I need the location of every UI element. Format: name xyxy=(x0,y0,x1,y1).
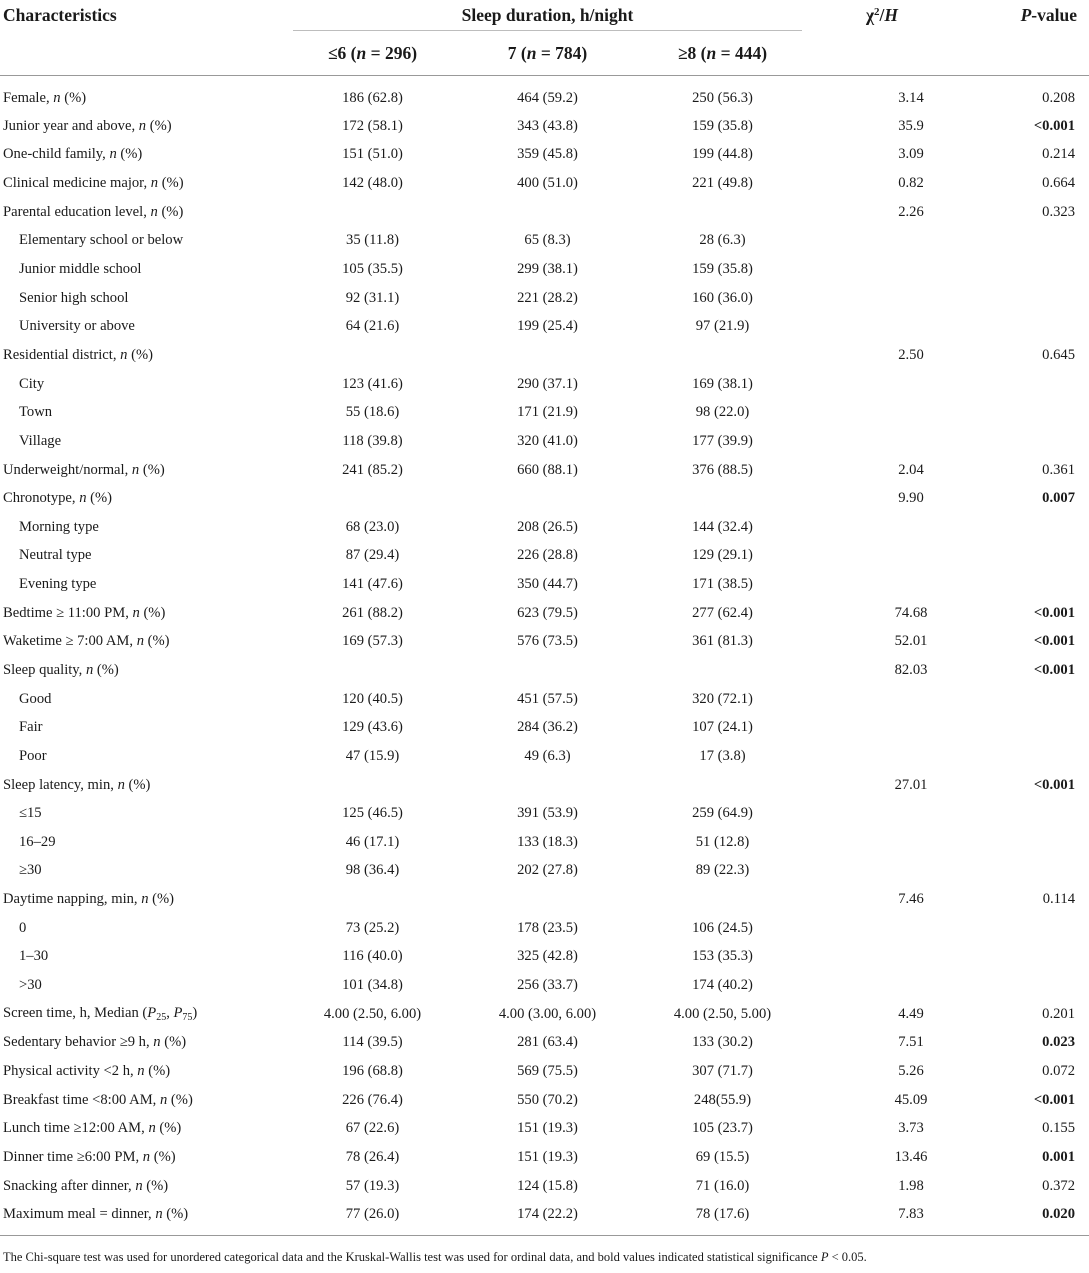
cell-ge8 xyxy=(635,771,810,800)
row-label: Waketime ≥ 7:00 AM, n (%) xyxy=(3,633,170,650)
cell-stat xyxy=(810,398,954,427)
cell-stat: 0.82 xyxy=(898,175,924,192)
cell-stat: 3.09 xyxy=(898,146,924,163)
cell-ge8: 105 (23.7) xyxy=(692,1120,753,1137)
cell-le6: 4.00 (2.50, 6.00) xyxy=(323,1005,422,1022)
cell-pvalue xyxy=(954,828,1089,857)
table-row xyxy=(0,885,1089,914)
cell-stat: 13.46 xyxy=(894,1148,928,1165)
cell-le6: 241 (85.2) xyxy=(342,461,403,478)
table-row xyxy=(0,198,1089,227)
cell-ge8: 97 (21.9) xyxy=(695,318,750,335)
cell-le6: 186 (62.8) xyxy=(342,89,403,106)
row-label: Neutral type xyxy=(19,547,92,564)
cell-stat xyxy=(810,914,954,943)
row-label: Junior year and above, n (%) xyxy=(3,117,172,134)
cell-le6: 47 (15.9) xyxy=(345,747,400,764)
cell-pvalue: 0.007 xyxy=(1042,490,1075,507)
cell-7: 151 (19.3) xyxy=(517,1148,578,1165)
cell-7: 202 (27.8) xyxy=(517,862,578,879)
cell-pvalue xyxy=(954,542,1089,571)
cell-stat xyxy=(810,227,954,256)
cell-le6 xyxy=(285,885,460,914)
cell-7: 256 (33.7) xyxy=(517,977,578,994)
cell-ge8: 129 (29.1) xyxy=(692,547,753,564)
row-label: Sleep quality, n (%) xyxy=(3,661,119,678)
cell-7 xyxy=(460,484,635,513)
cell-7: 623 (79.5) xyxy=(517,604,578,621)
row-label: City xyxy=(19,375,45,392)
cell-7: 281 (63.4) xyxy=(517,1034,578,1051)
cell-le6: 101 (34.8) xyxy=(342,977,403,994)
table-row xyxy=(0,628,1089,657)
cell-ge8: 376 (88.5) xyxy=(692,461,753,478)
cell-le6: 261 (88.2) xyxy=(342,604,403,621)
cell-7: 550 (70.2) xyxy=(517,1091,578,1108)
cell-ge8: 106 (24.5) xyxy=(692,919,753,936)
row-label: ≤15 xyxy=(19,805,42,822)
cell-le6: 125 (46.5) xyxy=(342,805,403,822)
table-body xyxy=(0,76,1089,1236)
cell-ge8: 361 (81.3) xyxy=(692,633,753,650)
cell-7: 178 (23.5) xyxy=(517,919,578,936)
row-label: 1–30 xyxy=(19,948,49,965)
table-row xyxy=(0,76,1089,113)
cell-7: 569 (75.5) xyxy=(517,1062,578,1079)
row-label: Sedentary behavior ≥9 h, n (%) xyxy=(3,1034,187,1051)
cell-ge8: 89 (22.3) xyxy=(695,862,750,879)
cell-pvalue: 0.155 xyxy=(1042,1120,1075,1137)
cell-7: 221 (28.2) xyxy=(517,289,578,306)
cell-stat: 7.51 xyxy=(898,1034,924,1051)
row-label: Evening type xyxy=(19,576,97,593)
cell-7: 171 (21.9) xyxy=(517,404,578,421)
cell-le6 xyxy=(285,484,460,513)
row-label: One-child family, n (%) xyxy=(3,146,143,163)
cell-le6: 78 (26.4) xyxy=(345,1148,400,1165)
row-label: Parental education level, n (%) xyxy=(3,203,184,220)
cell-7: 284 (36.2) xyxy=(517,719,578,736)
cell-7: 320 (41.0) xyxy=(517,432,578,449)
row-label: 16–29 xyxy=(19,833,56,850)
cell-pvalue xyxy=(954,685,1089,714)
cell-ge8: 250 (56.3) xyxy=(692,89,753,106)
cell-ge8: 159 (35.8) xyxy=(692,261,753,278)
cell-7 xyxy=(460,341,635,370)
cell-7: 660 (88.1) xyxy=(517,461,578,478)
cell-le6: 35 (11.8) xyxy=(346,232,399,249)
cell-7: 325 (42.8) xyxy=(517,948,578,965)
row-label: Maximum meal = dinner, n (%) xyxy=(0,1200,285,1235)
cell-pvalue: 0.114 xyxy=(1042,891,1075,908)
row-label: Sleep latency, min, n (%) xyxy=(3,776,151,793)
cell-stat xyxy=(810,742,954,771)
cell-7: 359 (45.8) xyxy=(517,146,578,163)
row-label: Dinner time ≥6:00 PM, n (%) xyxy=(3,1148,176,1165)
cell-stat: 2.50 xyxy=(898,346,924,363)
cell-7 xyxy=(460,771,635,800)
header-spacer xyxy=(810,31,954,76)
cell-stat xyxy=(810,513,954,542)
table-row xyxy=(0,914,1089,943)
cell-ge8: 51 (12.8) xyxy=(695,833,750,850)
table-row xyxy=(0,656,1089,685)
header-sleep-duration-label: Sleep duration, h/night xyxy=(461,5,634,25)
row-label: Chronotype, n (%) xyxy=(3,490,113,507)
table-row xyxy=(0,1000,1089,1029)
cell-7: 400 (51.0) xyxy=(517,175,578,192)
cell-le6: 141 (47.6) xyxy=(342,576,403,593)
header-characteristics: Characteristics xyxy=(3,5,117,25)
cell-le6: 57 (19.3) xyxy=(345,1177,400,1194)
cell-7 xyxy=(460,885,635,914)
cell-ge8: 174 (40.2) xyxy=(692,977,753,994)
cell-stat: 27.01 xyxy=(894,776,928,793)
cell-pvalue: 0.645 xyxy=(1042,346,1075,363)
header-sleep-duration xyxy=(285,0,810,31)
cell-stat: 5.26 xyxy=(898,1062,924,1079)
cell-7: 464 (59.2) xyxy=(517,89,578,106)
row-label: Elementary school or below xyxy=(19,232,184,249)
cell-pvalue: <0.001 xyxy=(1033,117,1075,134)
cell-pvalue xyxy=(954,284,1089,313)
cell-le6: 55 (18.6) xyxy=(345,404,400,421)
cell-ge8 xyxy=(635,484,810,513)
cell-pvalue xyxy=(954,227,1089,256)
cell-le6 xyxy=(285,656,460,685)
row-label: 0 xyxy=(19,919,27,936)
cell-7: 208 (26.5) xyxy=(517,518,578,535)
cell-ge8: 69 (15.5) xyxy=(695,1148,750,1165)
cell-stat xyxy=(810,857,954,886)
cell-pvalue: 0.208 xyxy=(1042,89,1075,106)
row-label: Residential district, n (%) xyxy=(3,346,153,363)
row-label: Junior middle school xyxy=(19,261,142,278)
table-row xyxy=(0,971,1089,1000)
cell-pvalue: 0.001 xyxy=(1042,1148,1075,1165)
cell-stat: 9.90 xyxy=(898,490,924,507)
row-label: Senior high school xyxy=(19,289,129,306)
cell-pvalue xyxy=(954,255,1089,284)
cell-ge8 xyxy=(635,656,810,685)
cell-le6: 77 (26.0) xyxy=(285,1200,460,1235)
cell-ge8: 17 (3.8) xyxy=(699,747,746,764)
cell-stat: 35.9 xyxy=(898,117,924,134)
cell-7: 174 (22.2) xyxy=(460,1200,635,1235)
cell-le6: 172 (58.1) xyxy=(342,117,403,134)
cell-pvalue xyxy=(954,370,1089,399)
cell-ge8: 71 (16.0) xyxy=(695,1177,750,1194)
cell-7: 4.00 (3.00, 6.00) xyxy=(498,1005,597,1022)
table-row xyxy=(0,112,1089,141)
cell-stat: 1.98 xyxy=(898,1177,924,1194)
header-group-7: 7 (n = 784) xyxy=(460,31,635,76)
cell-stat: 2.26 xyxy=(898,203,924,220)
cell-pvalue: <0.001 xyxy=(1033,776,1075,793)
cell-ge8: 277 (62.4) xyxy=(692,604,753,621)
cell-pvalue xyxy=(954,799,1089,828)
header-spacer xyxy=(0,31,285,76)
cell-pvalue xyxy=(954,427,1089,456)
cell-stat xyxy=(810,828,954,857)
cell-le6: 87 (29.4) xyxy=(345,547,400,564)
table-row xyxy=(0,169,1089,198)
cell-stat xyxy=(810,713,954,742)
cell-7: 124 (15.8) xyxy=(517,1177,578,1194)
cell-pvalue: 0.361 xyxy=(1042,461,1075,478)
cell-stat: 3.14 xyxy=(898,89,924,106)
row-label: University or above xyxy=(19,318,135,335)
table-row xyxy=(0,427,1089,456)
table-row xyxy=(0,742,1089,771)
cell-le6: 105 (35.5) xyxy=(342,261,403,278)
cell-7 xyxy=(460,198,635,227)
cell-ge8: 259 (64.9) xyxy=(692,805,753,822)
cell-stat: 82.03 xyxy=(894,661,928,678)
row-label: Breakfast time <8:00 AM, n (%) xyxy=(3,1091,193,1108)
cell-pvalue: 0.020 xyxy=(954,1200,1089,1235)
table-row xyxy=(0,1172,1089,1201)
cell-pvalue xyxy=(954,570,1089,599)
cell-le6: 98 (36.4) xyxy=(345,862,400,879)
cell-pvalue xyxy=(954,971,1089,1000)
cell-ge8: 171 (38.5) xyxy=(692,576,753,593)
cell-le6: 46 (17.1) xyxy=(345,833,400,850)
row-label: Female, n (%) xyxy=(3,89,87,106)
cell-le6: 116 (40.0) xyxy=(342,948,403,965)
cell-7 xyxy=(460,656,635,685)
cell-pvalue: 0.372 xyxy=(1042,1177,1075,1194)
header-stat: $\chi^2/H$ xyxy=(865,5,899,25)
cell-stat xyxy=(810,971,954,1000)
table-row xyxy=(0,1029,1089,1058)
row-label: Bedtime ≥ 11:00 PM, n (%) xyxy=(3,604,166,621)
header-pvalue: P-value xyxy=(1020,5,1077,25)
table-row xyxy=(0,857,1089,886)
table-row xyxy=(0,799,1089,828)
table-row xyxy=(0,227,1089,256)
row-label: Underweight/normal, n (%) xyxy=(3,461,165,478)
cell-stat: 4.49 xyxy=(898,1005,924,1022)
cell-stat: 7.83 xyxy=(810,1200,954,1235)
cell-pvalue xyxy=(954,857,1089,886)
cell-le6: 73 (25.2) xyxy=(345,919,400,936)
cell-7: 576 (73.5) xyxy=(517,633,578,650)
table-row xyxy=(0,828,1089,857)
row-label: Physical activity <2 h, n (%) xyxy=(3,1062,171,1079)
cell-stat xyxy=(810,370,954,399)
row-label: ≥30 xyxy=(19,862,42,879)
table-row xyxy=(0,771,1089,800)
cell-stat xyxy=(810,255,954,284)
table-row xyxy=(0,370,1089,399)
table-row xyxy=(0,599,1089,628)
cell-pvalue: 0.201 xyxy=(1042,1005,1075,1022)
cell-pvalue: 0.664 xyxy=(1042,175,1075,192)
row-label: Fair xyxy=(19,719,43,736)
header-group-ge8: ≥8 (n = 444) xyxy=(635,31,810,76)
table-row xyxy=(0,312,1089,341)
cell-stat xyxy=(810,427,954,456)
cell-ge8: 107 (24.1) xyxy=(692,719,753,736)
table-row xyxy=(0,713,1089,742)
cell-7: 451 (57.5) xyxy=(517,690,578,707)
cell-pvalue: 0.214 xyxy=(1042,146,1075,163)
cell-stat xyxy=(810,570,954,599)
cell-pvalue: <0.001 xyxy=(1033,604,1075,621)
cell-stat: 7.46 xyxy=(898,891,924,908)
cell-le6: 114 (39.5) xyxy=(342,1034,403,1051)
row-label: Daytime napping, min, n (%) xyxy=(3,891,175,908)
cell-ge8: 248(55.9) xyxy=(693,1091,752,1108)
table-footnote: The Chi-square test was used for unordered categorical data and the Kruskal-Wallis test was used for ordinal data, and bold values indicated statistical significance P < 0.05. xyxy=(3,1250,867,1264)
cell-stat: 52.01 xyxy=(894,633,928,650)
cell-stat: 45.09 xyxy=(894,1091,928,1108)
cell-ge8: 320 (72.1) xyxy=(692,690,753,707)
cell-pvalue: 0.323 xyxy=(1042,203,1075,220)
row-label: >30 xyxy=(19,977,42,994)
row-label: Morning type xyxy=(19,518,99,535)
cell-stat xyxy=(810,312,954,341)
cell-7: 299 (38.1) xyxy=(517,261,578,278)
cell-le6: 92 (31.1) xyxy=(345,289,400,306)
cell-7: 49 (6.3) xyxy=(524,747,571,764)
header-group-le6: ≤6 (n = 296) xyxy=(285,31,460,76)
cell-ge8: 78 (17.6) xyxy=(635,1200,810,1235)
cell-ge8 xyxy=(635,341,810,370)
cell-le6 xyxy=(285,771,460,800)
table-row xyxy=(0,542,1089,571)
cell-ge8: 169 (38.1) xyxy=(692,375,753,392)
cell-le6: 120 (40.5) xyxy=(342,690,403,707)
cell-7: 133 (18.3) xyxy=(517,833,578,850)
cell-le6: 129 (43.6) xyxy=(342,719,403,736)
cell-ge8 xyxy=(635,885,810,914)
cell-stat xyxy=(810,799,954,828)
cell-7: 350 (44.7) xyxy=(517,576,578,593)
table-row xyxy=(0,141,1089,170)
header-spacer xyxy=(954,31,1089,76)
cell-7: 226 (28.8) xyxy=(517,547,578,564)
table-row xyxy=(0,685,1089,714)
cell-le6: 196 (68.8) xyxy=(342,1062,403,1079)
cell-stat: 2.04 xyxy=(898,461,924,478)
row-label: Poor xyxy=(19,747,47,764)
table-row xyxy=(0,255,1089,284)
table-row xyxy=(0,484,1089,513)
cell-le6: 67 (22.6) xyxy=(345,1120,400,1137)
cell-le6: 123 (41.6) xyxy=(342,375,403,392)
table-row xyxy=(0,513,1089,542)
cell-7: 290 (37.1) xyxy=(517,375,578,392)
row-label: Village xyxy=(19,432,62,449)
cell-pvalue: <0.001 xyxy=(1033,1091,1075,1108)
cell-pvalue xyxy=(954,742,1089,771)
cell-le6: 64 (21.6) xyxy=(345,318,400,335)
table-row xyxy=(0,1114,1089,1143)
cell-pvalue xyxy=(954,312,1089,341)
cell-ge8: 144 (32.4) xyxy=(692,518,753,535)
table-row xyxy=(0,1057,1089,1086)
cell-ge8: 153 (35.3) xyxy=(692,948,753,965)
cell-pvalue xyxy=(954,943,1089,972)
cell-pvalue xyxy=(954,914,1089,943)
cell-ge8: 160 (36.0) xyxy=(692,289,753,306)
cell-ge8 xyxy=(635,198,810,227)
cell-le6: 118 (39.8) xyxy=(342,432,403,449)
cell-7: 391 (53.9) xyxy=(517,805,578,822)
row-label: Lunch time ≥12:00 AM, n (%) xyxy=(3,1120,182,1137)
cell-pvalue: 0.072 xyxy=(1042,1062,1075,1079)
cell-le6: 226 (76.4) xyxy=(342,1091,403,1108)
table-row xyxy=(0,1200,1089,1235)
cell-pvalue xyxy=(954,713,1089,742)
table-row xyxy=(0,284,1089,313)
cell-stat: 74.68 xyxy=(894,604,928,621)
cell-le6: 151 (51.0) xyxy=(342,146,403,163)
cell-pvalue: <0.001 xyxy=(1033,661,1075,678)
table-row xyxy=(0,943,1089,972)
cell-7: 65 (8.3) xyxy=(524,232,571,249)
cell-ge8: 4.00 (2.50, 5.00) xyxy=(673,1005,772,1022)
row-label: Good xyxy=(19,690,52,707)
header-group-rule xyxy=(293,30,802,31)
row-label: Clinical medicine major, n (%) xyxy=(3,175,184,192)
cell-stat xyxy=(810,685,954,714)
cell-ge8: 177 (39.9) xyxy=(692,432,753,449)
table-row xyxy=(0,456,1089,485)
cell-stat xyxy=(810,943,954,972)
table-row xyxy=(0,398,1089,427)
cell-le6: 142 (48.0) xyxy=(342,175,403,192)
row-label: Screen time, h, Median ($P_{25}$, $P_{75}$) xyxy=(3,1005,198,1024)
cell-ge8: 221 (49.8) xyxy=(692,175,753,192)
cell-le6: 169 (57.3) xyxy=(342,633,403,650)
table-row xyxy=(0,1143,1089,1172)
table-row xyxy=(0,1086,1089,1115)
cell-ge8: 307 (71.7) xyxy=(692,1062,753,1079)
cell-stat: 3.73 xyxy=(898,1120,924,1137)
cell-stat xyxy=(810,542,954,571)
cell-ge8: 28 (6.3) xyxy=(699,232,746,249)
cell-stat xyxy=(810,284,954,313)
cell-pvalue xyxy=(954,398,1089,427)
table-header xyxy=(0,0,1089,76)
cell-le6 xyxy=(285,341,460,370)
cell-ge8: 199 (44.8) xyxy=(692,146,753,163)
cell-ge8: 133 (30.2) xyxy=(692,1034,753,1051)
cell-7: 199 (25.4) xyxy=(517,318,578,335)
table-row xyxy=(0,341,1089,370)
cell-ge8: 98 (22.0) xyxy=(695,404,750,421)
cell-ge8: 159 (35.8) xyxy=(692,117,753,134)
cell-7: 151 (19.3) xyxy=(517,1120,578,1137)
cell-7: 343 (43.8) xyxy=(517,117,578,134)
cell-pvalue: <0.001 xyxy=(1033,633,1075,650)
table-row xyxy=(0,570,1089,599)
cell-pvalue: 0.023 xyxy=(1042,1034,1075,1051)
cell-pvalue xyxy=(954,513,1089,542)
cell-le6 xyxy=(285,198,460,227)
row-label: Town xyxy=(19,404,53,421)
row-label: Snacking after dinner, n (%) xyxy=(3,1177,169,1194)
cell-le6: 68 (23.0) xyxy=(345,518,400,535)
